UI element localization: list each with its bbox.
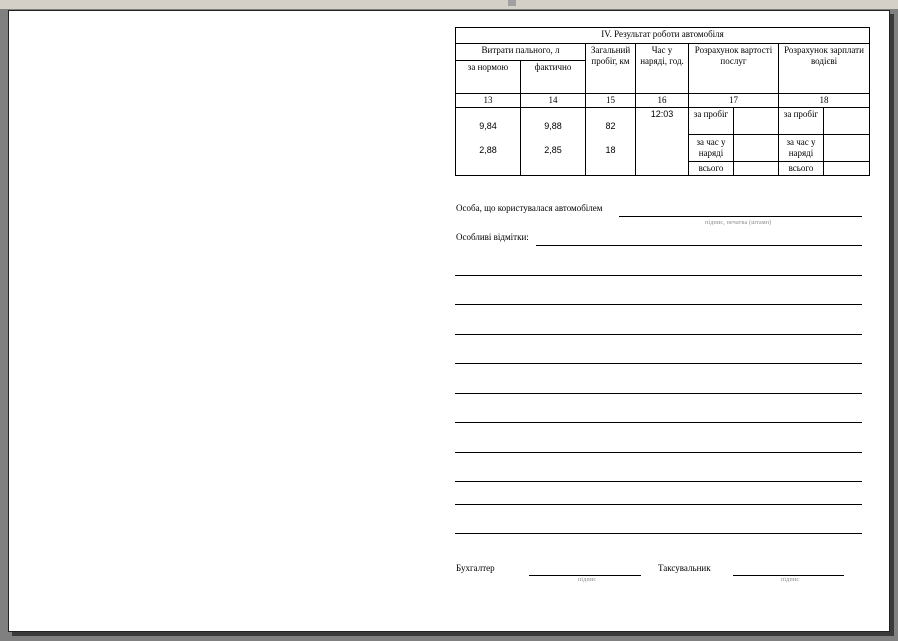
mileage-header: Загальний пробіг, км [586, 44, 636, 94]
cost-total-cell [734, 162, 779, 176]
col-number-14: 14 [521, 94, 586, 108]
vehicle-user-label: Особа, що користувалася автомобілем [456, 203, 603, 213]
notes-line-6[interactable] [455, 422, 862, 423]
section-title: IV. Результат роботи автомобіля [456, 28, 870, 44]
notes-line-2[interactable] [455, 304, 862, 305]
accountant-signature-line[interactable] [529, 575, 641, 576]
cost-by-mileage-label: за пробіг [689, 108, 734, 135]
col-number-18: 18 [779, 94, 870, 108]
mileage-values [586, 108, 636, 176]
notes-line-0[interactable] [536, 245, 862, 246]
accountant-label: Бухгалтер [456, 563, 495, 573]
fuel-fact-values [521, 108, 586, 176]
pay-by-mileage-label: за пробіг [779, 108, 824, 135]
notes-line-8[interactable] [455, 481, 862, 482]
cost-by-time-cell [734, 135, 779, 162]
pay-total-cell [824, 162, 870, 176]
col-number-13: 13 [456, 94, 521, 108]
fuel-norm-header: за нормою [456, 61, 521, 94]
pay-by-time-label: за час у наряді [779, 135, 824, 162]
pay-by-time-cell [824, 135, 870, 162]
driver-pay-header: Розрахунок зарплати водієві [779, 44, 870, 94]
fuel-fact-value-2: 2,85 [544, 145, 562, 155]
fuel-norm-value-1: 9,84 [479, 121, 497, 131]
pay-total-label: всього [779, 162, 824, 176]
col-number-17: 17 [689, 94, 779, 108]
notes-line-4[interactable] [455, 363, 862, 364]
cost-by-time-label: за час у наряді [689, 135, 734, 162]
pay-by-mileage-cell [824, 108, 870, 135]
mileage-value-2: 18 [605, 145, 616, 155]
notes-label: Особливі відмітки: [456, 232, 529, 242]
vehicle-user-signature-hint: підпис, печатка (штамп) [705, 220, 772, 226]
col-number-16: 16 [636, 94, 689, 108]
vehicle-user-signature-line[interactable] [619, 216, 862, 217]
taxer-label: Таксувальник [658, 563, 711, 573]
notes-line-3[interactable] [455, 334, 862, 335]
notes-line-5[interactable] [455, 393, 862, 394]
notes-line-7[interactable] [455, 452, 862, 453]
cost-total-label: всього [689, 162, 734, 176]
service-cost-header: Розрахунок вартості послуг [689, 44, 779, 94]
notes-line-9[interactable] [455, 504, 862, 505]
duty-time-value: 12:03 [636, 108, 689, 176]
cost-by-mileage-cell [734, 108, 779, 135]
window-tab-marker [508, 0, 516, 6]
notes-line-1[interactable] [455, 275, 862, 276]
fuel-norm-value-2: 2,88 [479, 145, 497, 155]
duty-hours-header: Час у наряді, год. [636, 44, 689, 94]
fuel-fact-value-1: 9,88 [544, 121, 562, 131]
document-page [8, 10, 890, 632]
vehicle-result-table [455, 27, 870, 176]
fuel-header: Витрати пального, л [456, 44, 586, 61]
taxer-signature-line[interactable] [733, 575, 844, 576]
fuel-norm-values [456, 108, 521, 176]
taxer-signature-hint: підпис [781, 577, 800, 583]
notes-line-10[interactable] [455, 533, 862, 534]
col-number-15: 15 [586, 94, 636, 108]
window-top-strip [0, 0, 898, 9]
accountant-signature-hint: підпис [578, 577, 597, 583]
fuel-fact-header: фактично [521, 61, 586, 94]
mileage-value-1: 82 [605, 121, 616, 131]
